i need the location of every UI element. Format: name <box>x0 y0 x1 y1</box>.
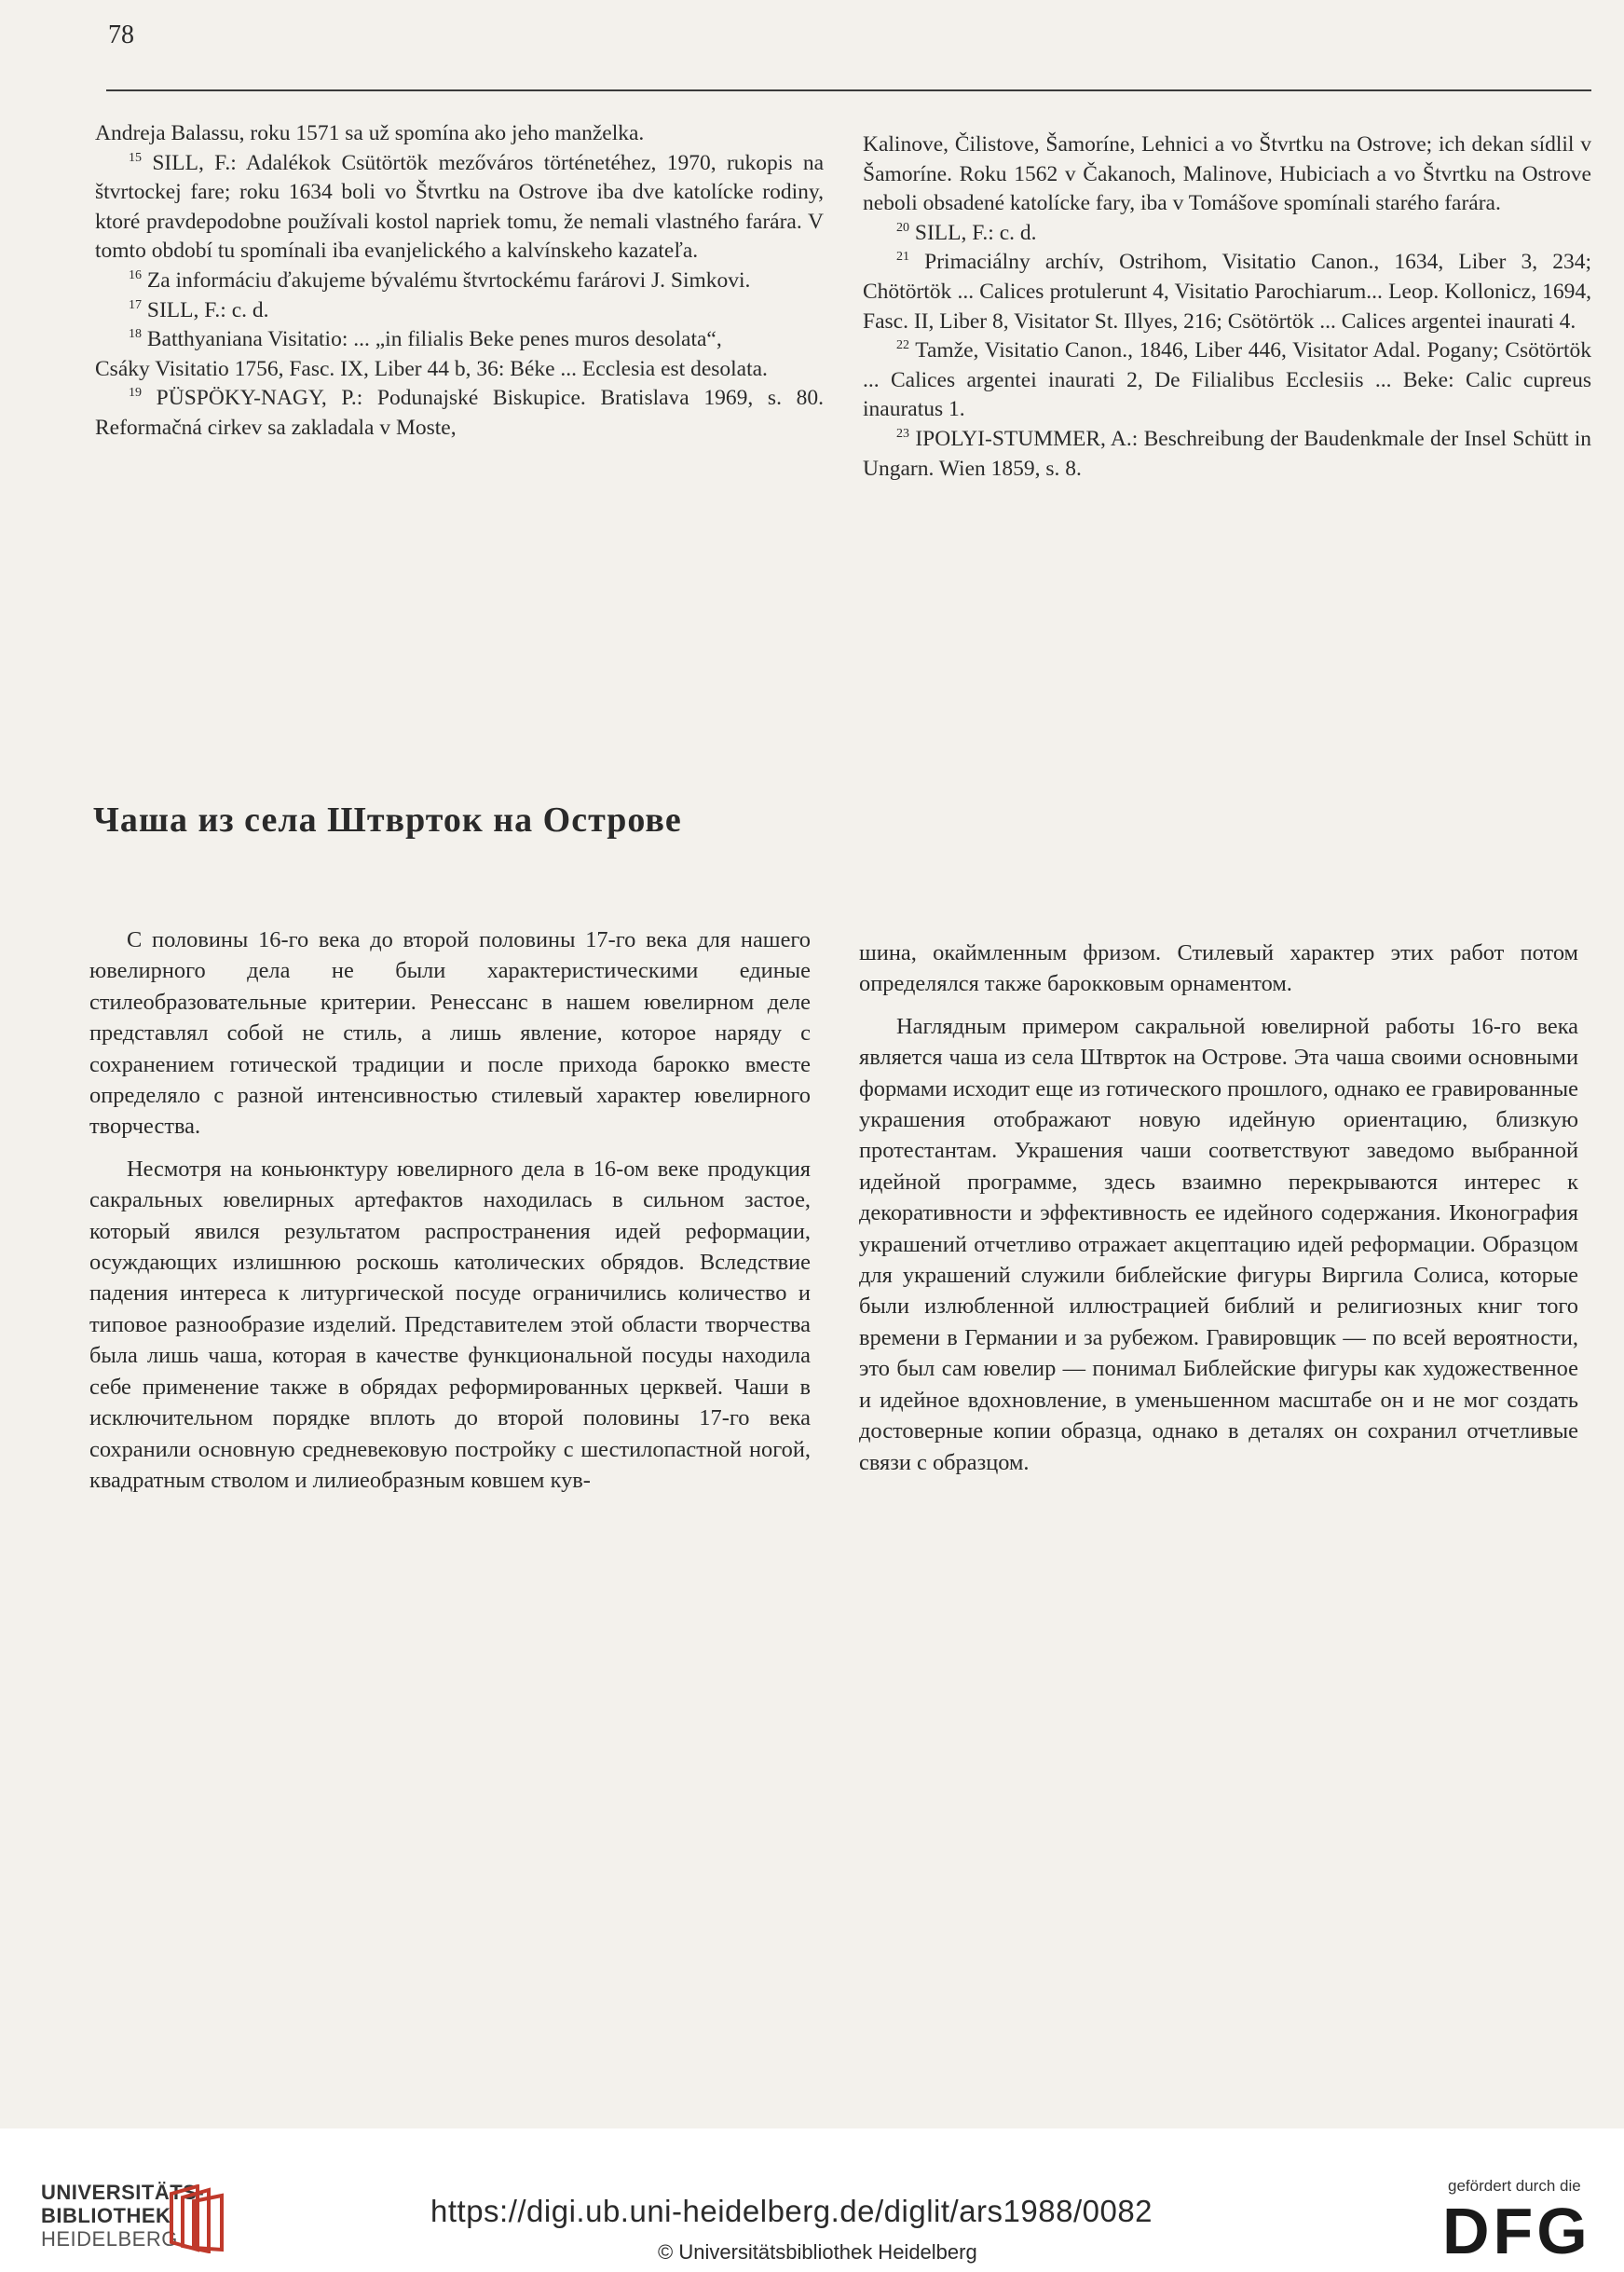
footnote-21: $^{21}$ Primaciálny archív, Ostrihom, Visitatio Canon., 1634, Liber 3, 234; Chötörtök ... Calices protulerunt 4, Visitatio Parochiarum... Leop. Kollonicz, 1694, Fasc. II, Liber 8, Visitator St. Illyes, 216; Csötörtök ... Calices argentei inaurati 4. <box>863 250 1592 334</box>
page-number: 78 <box>108 21 134 49</box>
permalink-url[interactable]: https://digi.ub.uni-heidelberg.de/diglit/ars1988/0082 <box>430 2194 1153 2228</box>
footnote-15: $^{15}$ SILL, F.: Adalékok Csütörtök mezőváros történetéhez, 1970, rukopis na štvrtockej fare; roku 1634 boli vo Štvrtku na Ostrove iba dve katolícke rodiny, ktoré pravdepodobne používali kostol napriek tomu, že nemali vlastného farára. V tomto období tu spomínali iba evanjelického a kalvínskeho kazateľa. <box>95 150 824 264</box>
article-paragraph: Наглядным примером сакральной ювелирной работы 16-го века является чаша из села Штврток на Острове. Эта чаша своими основными формами исходит еще из готического прошлого, однако ее гравированные украшения отображают новую идейную ориентацию, близкую протестантам. Украшения чаши соответствуют заведомо выбранной идейной программе, здесь взаимно перекрываются интерес к декоративности и эффективность ее идейного содержания. Иконография украшений отчетливо отражает акцептацию идей реформации. Образцом для украшений служили библейские фигуры Виргила Солиса, которые были излюбленной иллюстрацией библий и религиозных книг того времени в Германии и за рубежом. Гравировщик — по всей вероятности, это был сам ювелир — понимал Библейские фигуры как художественное и идейное вдохновление, в уменьшенном масштабе он и не мог создать достоверные копии образца, однако в деталях он сохранил отчетливые связи с образцом. <box>859 1013 1578 1475</box>
library-name[interactable]: UNIVERSITÄTS- BIBLIOTHEK HEIDELBERG <box>41 2181 205 2251</box>
article-paragraph: Несмотря на коньюнктуру ювелирного дела в 16-ом веке продукция сакральных ювелирных артефактов находилась в сильном застое, который явился результатом распространения идей реформации, осуждающих излишнюю роскошь католических обрядов. Вследствие падения интереса к литургической посуде ограничились количество и типовое разнообразие изделий. Представителем этой области творчества была лишь чаша, которая в качестве функциональной посуды находила себе применение также в обрядах реформированных церквей. Чаши в исключительном порядке вплоть до второй половины 17-го века сохранили основную средневековую постройку с шестилопастной ногой, квадратным стволом и лилиеобразным ковшем кув- <box>89 1156 811 1493</box>
article-paragraph: шина, окаймленным фризом. Стилевый характер этих работ потом определялся также барокковым орнаментом. <box>859 940 1578 997</box>
university-library-logo-icon[interactable] <box>166 2184 227 2253</box>
footnote-16: $^{16}$ Za informáciu ďakujeme bývalému štvrtockému farárovi J. Simkovi. <box>129 267 751 293</box>
footnote-22: $^{22}$ Tamže, Visitatio Canon., 1846, Liber 446, Visitator Adal. Pogany; Csötörtök ... Calices argentei inaurati 2, De Filialibus Ecclesiis ... Beke: Calic cupreus inauratus 1. <box>863 338 1592 422</box>
article-paragraph: С половины 16-го века до второй половины 17-го века для нашего ювелирного дела не были характеристическими единые стилеобразовательные критерии. Ренессанс в нашем ювелирном деле представлял собой не стиль, а лишь явление, которое наряду с сохранением готической традиции и после прихода барокко вместе определяло с разной интенсивностью стилевый характер ювелирного творчества. <box>89 927 811 1140</box>
footnote-19-continued: Kalinove, Čilistove, Šamoríne, Lehnici a vo Štvrtku na Ostrove; ich dekan sídlil v Šamoríne. Roku 1562 v Čakanoch, Malinove, Hubiciach a vo Štvrtku na Ostrove neboli obsadené katolícke fary, iba v Tomášove spomínali starého farára. <box>863 132 1591 216</box>
digitization-footer <box>0 2128 1624 2272</box>
article-left-column <box>89 924 811 1496</box>
footnote-20: $^{20}$ SILL, F.: c. d. <box>896 220 1037 245</box>
footnote-17: $^{17}$ SILL, F.: c. d. <box>129 297 269 322</box>
footnote-18: $^{18}$ Batthyaniana Visitatio: ... „in filialis Beke penes muros desolata“, <box>129 327 722 352</box>
footnotes-right-column <box>863 130 1591 484</box>
header-rule <box>106 89 1591 91</box>
copyright-notice: © Universitätsbibliothek Heidelberg <box>658 2240 977 2264</box>
footnote-19: $^{19}$ PÜSPÖKY-NAGY, P.: Podunajské Biskupice. Bratislava 1969, s. 80. Reformačná cirkev sa zakladala v Moste, <box>95 386 824 440</box>
footnotes-left-column <box>95 119 824 444</box>
footnote-23: $^{23}$ IPOLYI-STUMMER, A.: Beschreibung der Baudenkmale der Insel Schütt in Ungarn. Wien 1859, s. 8. <box>863 426 1592 481</box>
footnote-18-continued: Csáky Visitatio 1756, Fasc. IX, Liber 44 b, 36: Béke ... Ecclesia est desolata. <box>95 356 768 381</box>
sponsor-label: gefördert durch die <box>1448 2177 1581 2195</box>
article-right-column <box>859 938 1578 1478</box>
footnote: Andreja Balassu, roku 1571 sa už spomína ako jeho manželka. <box>95 121 645 145</box>
dfg-logo[interactable]: DFG <box>1442 2195 1591 2267</box>
article-heading: Чаша из села Штврток на Острове <box>93 801 682 840</box>
